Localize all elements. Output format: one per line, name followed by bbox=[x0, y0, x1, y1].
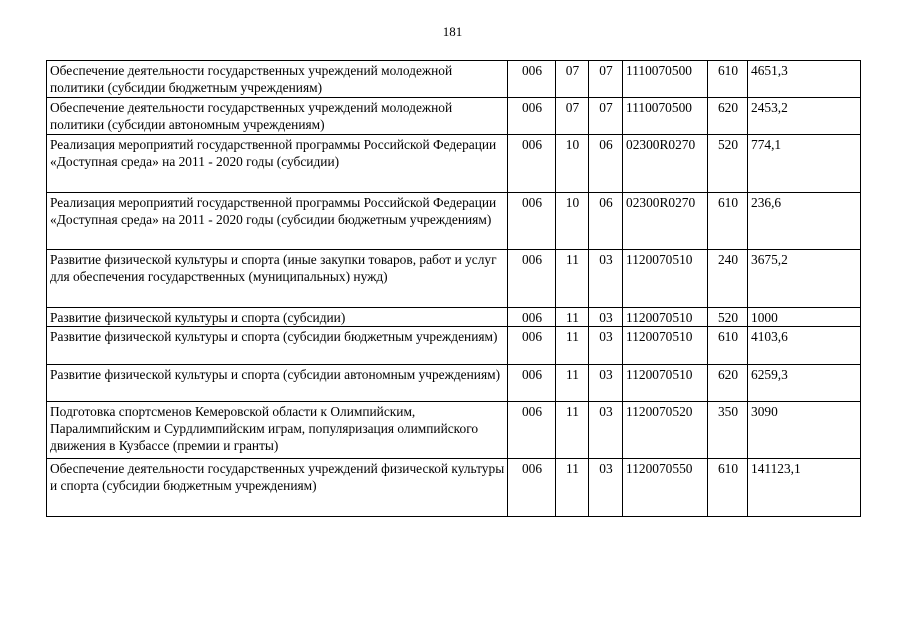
target-article-cell: 1120070520 bbox=[623, 402, 708, 459]
target-article-cell: 1120070510 bbox=[623, 365, 708, 402]
expense-type-cell: 350 bbox=[708, 402, 748, 459]
admin-code-cell: 006 bbox=[508, 61, 556, 98]
admin-code-cell: 006 bbox=[508, 250, 556, 308]
row-name-cell: Обеспечение деятельности государственных учреждений молодежной политики (субсидии бюджетным учреждениям) bbox=[47, 61, 508, 98]
expense-type-cell: 610 bbox=[708, 61, 748, 98]
table-row bbox=[47, 365, 861, 402]
row-name-cell: Развитие физической культуры и спорта (иные закупки товаров, работ и услуг для обеспечения государственных (муниципальных) нужд) bbox=[47, 250, 508, 308]
sum-cell: 774,1 bbox=[748, 135, 861, 193]
expense-type-cell: 610 bbox=[708, 459, 748, 517]
section-code-cell: 11 bbox=[556, 327, 589, 365]
row-name-cell: Обеспечение деятельности государственных учреждений молодежной политики (субсидии автономным учреждениям) bbox=[47, 98, 508, 135]
section-code-cell: 11 bbox=[556, 250, 589, 308]
target-article-cell: 1120070510 bbox=[623, 308, 708, 327]
target-article-cell: 02300R0270 bbox=[623, 193, 708, 250]
expense-type-cell: 520 bbox=[708, 135, 748, 193]
expense-type-cell: 610 bbox=[708, 193, 748, 250]
section-code-cell: 10 bbox=[556, 135, 589, 193]
expense-type-cell: 620 bbox=[708, 365, 748, 402]
subsection-code-cell: 06 bbox=[589, 135, 623, 193]
expense-type-cell: 620 bbox=[708, 98, 748, 135]
section-code-cell: 11 bbox=[556, 459, 589, 517]
target-article-cell: 02300R0270 bbox=[623, 135, 708, 193]
subsection-code-cell: 03 bbox=[589, 459, 623, 517]
subsection-code-cell: 03 bbox=[589, 327, 623, 365]
sum-cell: 141123,1 bbox=[748, 459, 861, 517]
admin-code-cell: 006 bbox=[508, 308, 556, 327]
sum-cell: 4651,3 bbox=[748, 61, 861, 98]
admin-code-cell: 006 bbox=[508, 135, 556, 193]
table-row bbox=[47, 193, 861, 250]
section-code-cell: 07 bbox=[556, 98, 589, 135]
row-name-cell: Реализация мероприятий государственной программы Российской Федерации «Доступная среда» на 2011 - 2020 годы (субсидии) bbox=[47, 135, 508, 193]
subsection-code-cell: 03 bbox=[589, 402, 623, 459]
target-article-cell: 1120070550 bbox=[623, 459, 708, 517]
budget-table bbox=[46, 60, 861, 517]
admin-code-cell: 006 bbox=[508, 327, 556, 365]
expense-type-cell: 610 bbox=[708, 327, 748, 365]
row-name-cell: Обеспечение деятельности государственных учреждений физической культуры и спорта (субсидии бюджетным учреждениям) bbox=[47, 459, 508, 517]
section-code-cell: 10 bbox=[556, 193, 589, 250]
table-row bbox=[47, 61, 861, 98]
row-name-cell: Развитие физической культуры и спорта (субсидии автономным учреждениям) bbox=[47, 365, 508, 402]
subsection-code-cell: 03 bbox=[589, 250, 623, 308]
table-row bbox=[47, 250, 861, 308]
subsection-code-cell: 03 bbox=[589, 365, 623, 402]
page-number: 181 bbox=[442, 24, 463, 39]
admin-code-cell: 006 bbox=[508, 365, 556, 402]
table-row bbox=[47, 308, 861, 327]
section-code-cell: 11 bbox=[556, 402, 589, 459]
subsection-code-cell: 07 bbox=[589, 98, 623, 135]
section-code-cell: 07 bbox=[556, 61, 589, 98]
table-row bbox=[47, 98, 861, 135]
section-code-cell: 11 bbox=[556, 308, 589, 327]
sum-cell: 236,6 bbox=[748, 193, 861, 250]
table-row bbox=[47, 327, 861, 365]
table-row bbox=[47, 459, 861, 517]
sum-cell: 2453,2 bbox=[748, 98, 861, 135]
sum-cell: 4103,6 bbox=[748, 327, 861, 365]
row-name-cell: Подготовка спортсменов Кемеровской области к Олимпийским, Паралимпийским и Сурдлимпийским играм, популяризация олимпийского движения в Кузбассе (премии и гранты) bbox=[47, 402, 508, 459]
table-row bbox=[47, 402, 861, 459]
sum-cell: 3090 bbox=[748, 402, 861, 459]
table-row bbox=[47, 135, 861, 193]
admin-code-cell: 006 bbox=[508, 98, 556, 135]
row-name-cell: Развитие физической культуры и спорта (субсидии бюджетным учреждениям) bbox=[47, 327, 508, 365]
row-name-cell: Реализация мероприятий государственной программы Российской Федерации «Доступная среда» на 2011 - 2020 годы (субсидии бюджетным учреждениям) bbox=[47, 193, 508, 250]
sum-cell: 3675,2 bbox=[748, 250, 861, 308]
admin-code-cell: 006 bbox=[508, 402, 556, 459]
admin-code-cell: 006 bbox=[508, 459, 556, 517]
subsection-code-cell: 03 bbox=[589, 308, 623, 327]
target-article-cell: 1120070510 bbox=[623, 250, 708, 308]
target-article-cell: 1110070500 bbox=[623, 61, 708, 98]
sum-cell: 1000 bbox=[748, 308, 861, 327]
subsection-code-cell: 06 bbox=[589, 193, 623, 250]
sum-cell: 6259,3 bbox=[748, 365, 861, 402]
row-name-cell: Развитие физической культуры и спорта (субсидии) bbox=[47, 308, 508, 327]
section-code-cell: 11 bbox=[556, 365, 589, 402]
subsection-code-cell: 07 bbox=[589, 61, 623, 98]
expense-type-cell: 520 bbox=[708, 308, 748, 327]
target-article-cell: 1120070510 bbox=[623, 327, 708, 365]
budget-table-body bbox=[47, 61, 861, 517]
expense-type-cell: 240 bbox=[708, 250, 748, 308]
target-article-cell: 1110070500 bbox=[623, 98, 708, 135]
admin-code-cell: 006 bbox=[508, 193, 556, 250]
